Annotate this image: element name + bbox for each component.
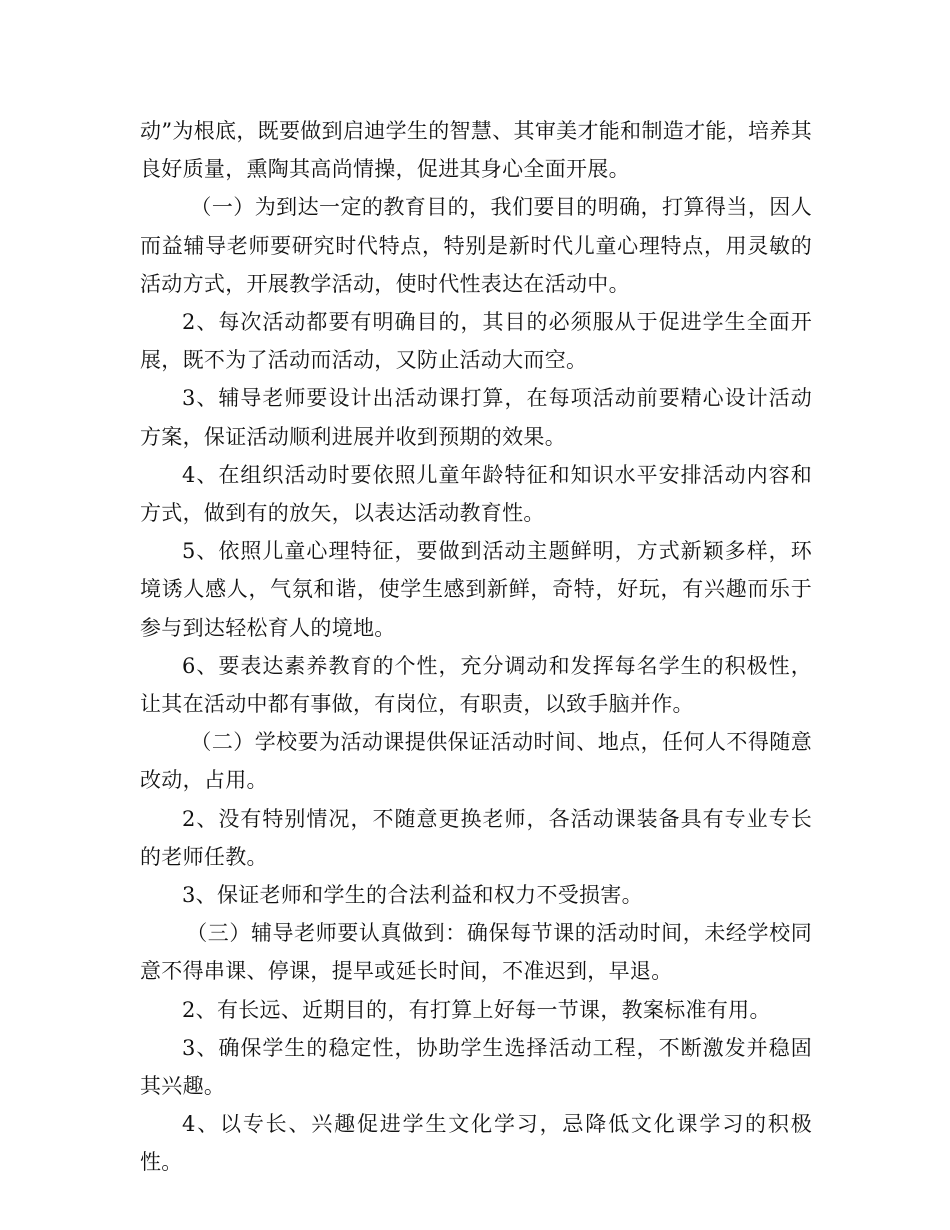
paragraph-item: 4、以专长、兴趣促进学生文化学习，忌降低文化课学习的积极性。 (140, 1112, 812, 1175)
paragraph-item: 3、保证老师和学生的合法利益和权力不受损害。 (182, 883, 643, 908)
paragraph-item: 2、每次活动都要有明确目的，其目的必须服从于促进学生全面开展，既不为了活动而活动，又防止活动大而空。 (140, 310, 812, 373)
paragraph-item: 5、依照儿童心理特征，要做到活动主题鲜明，方式新颖多样，环境诱人感人，气氛和谐，使学生感到新鲜，奇特，好玩，有兴趣而乐于参与到达轻松育人的境地。 (140, 539, 812, 640)
paragraph-continuation: 动”为根底，既要做到启迪学生的智慧、其审美才能和制造才能，培养其良好质量，熏陶其高尚情操，促进其身心全面开展。 (140, 119, 812, 182)
paragraph-item: 2、有长远、近期目的，有打算上好每一节课，教案标准有用。 (182, 997, 771, 1022)
paragraph-item: 3、确保学生的稳定性，协助学生选择活动工程，不断激发并稳固其兴趣。 (140, 1035, 812, 1099)
paragraph-section-one: （一）为到达一定的教育目的，我们要目的明确，打算得当，因人而益辅导老师要研究时代特点，特别是新时代儿童心理特点，用灵敏的活动方式，开展教学活动，使时代性表达在活动中。 (140, 195, 812, 296)
paragraph-section-two: （二）学校要为活动课提供保证活动时间、地点，任何人不得随意改动，占用。 (140, 730, 812, 793)
paragraph-item: 3、辅导老师要设计出活动课打算，在每项活动前要精心设计活动方案，保证活动顺利进展并收到预期的效果。 (140, 386, 812, 449)
paragraph-item: 2、没有特别情况，不随意更换老师，各活动课装备具有专业专长的老师任教。 (140, 806, 812, 869)
document-body (140, 112, 812, 1182)
paragraph-item: 6、要表达素养教育的个性，充分调动和发挥每名学生的积极性，让其在活动中都有事做，有岗位，有职责，以致手脑并作。 (140, 653, 812, 717)
paragraph-section-three: （三）辅导老师要认真做到：确保每节课的活动时间，未经学校同意不得串课、停课，提早或延长时间，不准迟到，早退。 (140, 921, 812, 984)
paragraph-item: 4、在组织活动时要依照儿童年龄特征和知识水平安排活动内容和方式，做到有的放矢，以表达活动教育性。 (140, 462, 812, 526)
